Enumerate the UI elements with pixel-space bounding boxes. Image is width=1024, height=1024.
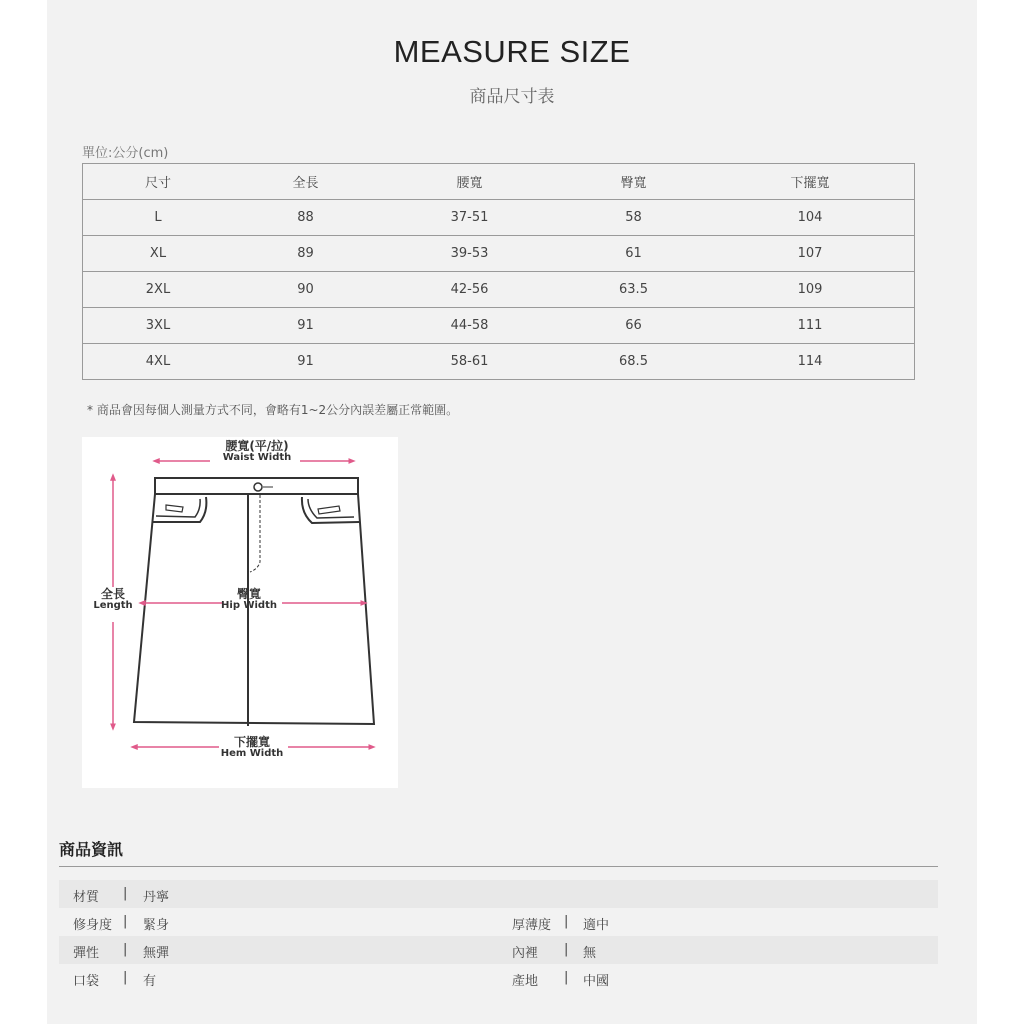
table-cell: 89 (233, 236, 378, 272)
table-row (83, 344, 915, 380)
table-cell: 91 (233, 308, 378, 344)
table-cell: L (83, 200, 234, 236)
table-cell: 4XL (83, 344, 234, 380)
content-panel (47, 0, 977, 1024)
column-header: 腰寬 (378, 164, 561, 200)
hip-label: 臀寬 Hip Width (221, 587, 277, 611)
info-separator: | (123, 886, 128, 901)
table-cell: 61 (561, 236, 706, 272)
table-header-row (83, 164, 915, 200)
skirt-measure-diagram (82, 437, 398, 788)
table-cell: 2XL (83, 272, 234, 308)
info-value: 緊身 (143, 918, 170, 933)
info-label: 口袋 (73, 974, 100, 989)
table-cell: 88 (233, 200, 378, 236)
table-row (83, 200, 915, 236)
table-cell: 111 (706, 308, 915, 344)
table-cell: 66 (561, 308, 706, 344)
table-cell: 58 (561, 200, 706, 236)
table-cell: 90 (233, 272, 378, 308)
info-value: 有 (143, 974, 157, 989)
info-label: 產地 (512, 974, 539, 989)
column-header: 尺寸 (83, 164, 234, 200)
table-cell: 109 (706, 272, 915, 308)
table-cell: XL (83, 236, 234, 272)
size-table (82, 163, 915, 380)
info-separator: | (123, 942, 128, 957)
table-cell: 37-51 (378, 200, 561, 236)
table-cell: 42-56 (378, 272, 561, 308)
info-separator: | (123, 914, 128, 929)
table-row (83, 308, 915, 344)
info-row (59, 964, 938, 992)
table-cell: 114 (706, 344, 915, 380)
product-info-title: 商品資訊 (59, 840, 124, 859)
table-cell: 63.5 (561, 272, 706, 308)
info-label: 材質 (73, 890, 100, 905)
column-header: 全長 (233, 164, 378, 200)
page-subtitle: 商品尺寸表 (469, 87, 555, 107)
table-row (83, 272, 915, 308)
info-separator: | (564, 970, 569, 985)
measurement-note: * 商品會因每個人測量方式不同，會略有1~2公分內誤差屬正常範圍。 (87, 403, 459, 417)
info-label: 彈性 (73, 946, 100, 961)
info-row (59, 908, 938, 936)
info-separator: | (123, 970, 128, 985)
info-separator: | (564, 942, 569, 957)
unit-label: 單位:公分(cm) (82, 146, 169, 161)
info-label: 內裡 (512, 946, 539, 961)
info-label: 修身度 (73, 918, 113, 933)
hem-label: 下擺寬 Hem Width (220, 735, 284, 759)
table-row (83, 236, 915, 272)
column-header: 下擺寬 (706, 164, 915, 200)
table-cell: 58-61 (378, 344, 561, 380)
page-title: MEASURE SIZE (393, 34, 631, 69)
info-value: 丹寧 (143, 890, 170, 905)
info-label: 厚薄度 (512, 918, 552, 933)
table-cell: 91 (233, 344, 378, 380)
table-cell: 3XL (83, 308, 234, 344)
table-cell: 104 (706, 200, 915, 236)
table-cell: 107 (706, 236, 915, 272)
info-row (59, 880, 938, 908)
waist-label: 腰寬(平/拉) Waist Width (222, 439, 292, 463)
info-value: 中國 (583, 974, 610, 989)
info-value: 無 (583, 946, 597, 961)
info-value: 適中 (583, 918, 610, 933)
info-row (59, 936, 938, 964)
table-cell: 68.5 (561, 344, 706, 380)
length-label: 全長 Length (93, 587, 133, 611)
table-cell: 44-58 (378, 308, 561, 344)
info-value: 無彈 (143, 946, 170, 961)
divider (59, 866, 938, 867)
info-separator: | (564, 914, 569, 929)
table-cell: 39-53 (378, 236, 561, 272)
column-header: 臀寬 (561, 164, 706, 200)
